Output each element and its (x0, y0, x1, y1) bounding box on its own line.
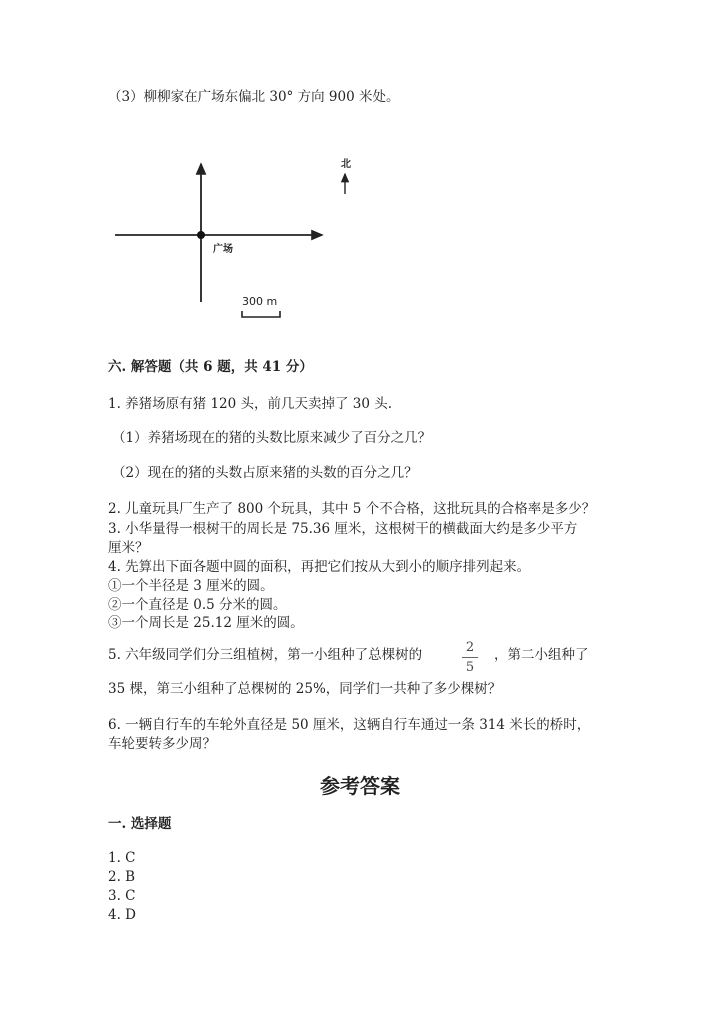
question-5-line-2: 35 棵，第三小组种了总棵树的 25%，同学们一共种了多少棵树？ (108, 681, 502, 697)
answer-section-1-heading: 一. 选择题 (108, 816, 172, 832)
question-6-line-1: 6. 一辆自行车的车轮外直径是 50 厘米，这辆自行车通过一条 314 米长的桥时， (108, 717, 591, 733)
section-6-heading: 六. 解答题（共 6 题，共 41 分） (108, 359, 313, 375)
answer-item: 3. C (108, 888, 136, 904)
question-3-direction: （3）柳柳家在广场东偏北 30° 方向 900 米处。 (108, 89, 400, 105)
question-3-line-2: 厘米？ (108, 540, 149, 556)
question-1: 1. 养猪场原有猪 120 头，前几天卖掉了 30 头. (108, 396, 393, 412)
answer-item: 4. D (108, 907, 136, 923)
question-4-item-3: ③一个周长是 25.12 厘米的圆。 (108, 615, 304, 631)
answer-key-title: 参考答案 (320, 774, 400, 798)
scale-bar (242, 311, 280, 317)
plaza-label: 广场 (213, 244, 233, 255)
question-5-part-1: 5. 六年级同学们分三组植树，第一小组种了总棵树的 (108, 647, 423, 663)
question-4-item-1: ①一个半径是 3 厘米的圆。 (108, 578, 274, 594)
direction-diagram (100, 150, 360, 330)
fraction-denominator: 5 (465, 660, 475, 675)
question-3-line-1: 3. 小华量得一根树干的周长是 75.36 厘米，这根树干的横截面大约是多少平方 (108, 521, 578, 537)
answer-item: 1. C (108, 850, 136, 866)
north-label: 北 (341, 159, 351, 170)
plaza-point (197, 231, 205, 239)
question-6-line-2: 车轮要转多少周？ (108, 736, 216, 752)
fraction-two-fifths (462, 640, 478, 675)
question-1-sub-2: （2）现在的猪的头数占原来猪的头数的百分之几？ (112, 465, 418, 481)
scale-label: 300 m (242, 295, 278, 308)
fraction-numerator: 2 (465, 640, 475, 655)
question-1-sub-1: （1）养猪场现在的猪的头数比原来减少了百分之几？ (112, 430, 432, 446)
question-2: 2. 儿童玩具厂生产了 800 个玩具，其中 5 个不合格，这批玩具的合格率是多少？ (108, 501, 596, 517)
question-5-part-2: ，第二小组种了 (494, 647, 589, 663)
fraction-bar (462, 657, 478, 658)
question-4-item-2: ②一个直径是 0.5 分米的圆。 (108, 597, 287, 613)
answer-item: 2. B (108, 869, 136, 885)
question-4: 4. 先算出下面各题中圆的面积，再把它们按从大到小的顺序排列起来。 (108, 559, 531, 575)
